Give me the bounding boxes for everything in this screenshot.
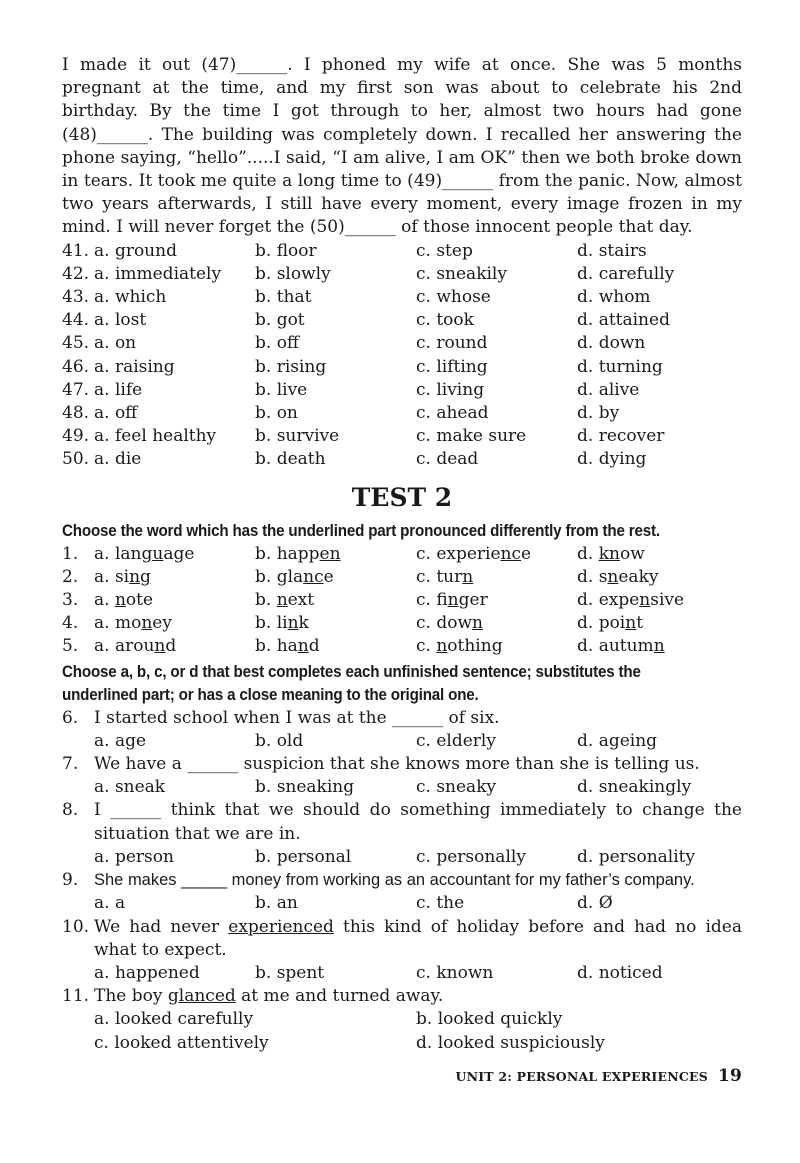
answer-option: a. looked carefully xyxy=(94,1009,254,1030)
answer-option xyxy=(94,635,255,658)
answer-option xyxy=(94,612,255,635)
option-text: d xyxy=(165,636,177,657)
answer-option: b. old xyxy=(255,730,304,751)
option-text: d xyxy=(308,636,320,657)
question-list-1-5 xyxy=(62,543,742,659)
answer-option: c. whose xyxy=(416,287,491,308)
answer-option xyxy=(577,635,665,658)
option-text: c. fi xyxy=(416,590,448,611)
option-text: ger xyxy=(458,590,488,611)
question-text: I ______ think that we should do something immediately to change the situation that we are in. xyxy=(94,800,742,844)
answer-option: d. sneakingly xyxy=(577,777,692,798)
answer-row xyxy=(62,1032,742,1055)
answer-option: b. an xyxy=(255,893,298,914)
underlined-part: ng xyxy=(129,566,151,587)
answer-option xyxy=(94,543,255,566)
answer-option xyxy=(416,612,577,635)
question-row xyxy=(62,379,742,402)
underlined-part: n xyxy=(436,636,448,657)
question-text: We have a ______ suspicion that she knows more than she is telling us. xyxy=(94,754,700,775)
answer-option xyxy=(577,612,643,635)
underlined-part: gu xyxy=(141,543,164,564)
option-text: othing xyxy=(447,636,503,657)
question-number: 44. xyxy=(62,310,90,331)
underlined-part: nc xyxy=(500,543,522,564)
answer-row xyxy=(62,776,742,799)
option-text: ow xyxy=(619,543,645,564)
option-text: d. xyxy=(577,543,599,564)
answer-option: d. by xyxy=(577,403,620,424)
question-q7 xyxy=(62,753,742,776)
question-q6 xyxy=(62,707,742,730)
answer-option xyxy=(416,566,577,589)
option-text: c. xyxy=(416,636,437,657)
answer-option: b. looked quickly xyxy=(416,1009,563,1030)
page-content xyxy=(62,54,742,1055)
option-text: c. experie xyxy=(416,543,501,564)
answer-option: c. looked attentively xyxy=(94,1032,269,1053)
underlined-part: en xyxy=(319,543,341,564)
underlined-word: experienced xyxy=(228,916,334,937)
option-text: a. arou xyxy=(94,636,155,657)
question-number: 1. xyxy=(62,543,79,564)
answer-option: d. recover xyxy=(577,426,665,447)
question-row xyxy=(62,566,742,589)
option-text: eaky xyxy=(618,566,659,587)
underlined-part: n xyxy=(625,613,637,634)
question-list-6-11 xyxy=(62,707,742,1055)
question-text xyxy=(94,916,742,962)
answer-option: d. turning xyxy=(577,356,663,377)
option-text: ey xyxy=(152,613,172,634)
answer-row xyxy=(62,846,742,869)
answer-option: a. sneak xyxy=(94,777,166,798)
option-text: b. gla xyxy=(255,566,304,587)
answer-option xyxy=(416,543,577,566)
question-q8 xyxy=(62,799,742,845)
answer-option: a. a xyxy=(94,893,126,914)
question-number: 2. xyxy=(62,566,79,587)
question-number: 6. xyxy=(62,707,79,728)
answer-option: b. that xyxy=(255,287,312,308)
question-list-41-50 xyxy=(62,240,742,472)
answer-option: a. age xyxy=(94,730,147,751)
question-text-part: The boy xyxy=(94,986,168,1007)
question-row xyxy=(62,635,742,658)
underlined-part: n xyxy=(653,636,665,657)
answer-option: a. raising xyxy=(94,356,175,377)
instruction-pronunciation: Choose the word which has the underlined part pronounced differently from the rest. xyxy=(62,521,660,540)
question-q9 xyxy=(62,869,742,892)
reading-passage: I made it out (47)______. I phoned my wife at once. She was 5 months pregnant at the time, and my first son was about to celebrate his 2nd birthday. By the time I got through to her, almost two hours had gone (48)______. The building was completely down. I recalled her answering the phone saying, “hello”.....I said, “I am alive, I am OK” then we both broke down in tears. It took me quite a long time to (49)______ from the panic. Now, almost two years afterwards, I still have every moment, every image frozen in my mind. I will never forget the (50)______ of those innocent people that day. xyxy=(62,55,742,238)
answer-option xyxy=(255,612,416,635)
question-row xyxy=(62,448,742,471)
underlined-part: n xyxy=(287,613,299,634)
question-row xyxy=(62,589,742,612)
underlined-part: n xyxy=(114,590,126,611)
question-number: 11. xyxy=(62,986,90,1007)
question-number: 42. xyxy=(62,263,90,284)
answer-option xyxy=(416,635,577,658)
question-text-part: this kind of holiday before and had no idea what to expect. xyxy=(94,916,742,960)
question-text-part: We had never xyxy=(94,916,229,937)
answer-option: d. Ø xyxy=(577,893,613,914)
option-text: sive xyxy=(650,590,685,611)
option-text: c. tur xyxy=(416,566,463,587)
answer-option: b. sneaking xyxy=(255,777,355,798)
answer-row xyxy=(62,892,742,915)
underlined-part: n xyxy=(447,590,459,611)
question-q11 xyxy=(62,985,742,1008)
question-number: 48. xyxy=(62,403,90,424)
option-text: age xyxy=(163,543,195,564)
answer-option: d. attained xyxy=(577,310,670,331)
instruction-completion-line2: underlined part; or has a close meaning to the original one. xyxy=(62,685,479,704)
underlined-part: n xyxy=(276,590,288,611)
answer-option: c. living xyxy=(416,379,485,400)
option-text: b. ha xyxy=(255,636,298,657)
underlined-word: glanced xyxy=(167,986,236,1007)
answer-option xyxy=(577,589,684,612)
option-text: t xyxy=(636,613,644,634)
answer-option: a. immediately xyxy=(94,263,222,284)
underlined-part: n xyxy=(462,566,474,587)
option-text: a. si xyxy=(94,566,130,587)
answer-option: a. feel healthy xyxy=(94,426,217,447)
question-row xyxy=(62,332,742,355)
answer-option: b. personal xyxy=(255,846,352,867)
question-text xyxy=(94,985,742,1008)
answer-option: d. carefully xyxy=(577,263,675,284)
test-title: TEST 2 xyxy=(351,482,453,512)
question-row xyxy=(62,543,742,566)
answer-option: b. slowly xyxy=(255,263,331,284)
option-text: a. mo xyxy=(94,613,142,634)
answer-option: b. spent xyxy=(255,962,325,983)
answer-option: d. noticed xyxy=(577,962,663,983)
question-text: She makes _____ money from working as an accountant for my father’s company. xyxy=(94,871,695,890)
answer-option xyxy=(577,543,645,566)
answer-option: b. death xyxy=(255,449,326,470)
page-footer xyxy=(456,1066,743,1086)
answer-option: c. sneakily xyxy=(416,263,507,284)
answer-option: b. survive xyxy=(255,426,340,447)
answer-option: a. off xyxy=(94,403,138,424)
answer-option: c. sneaky xyxy=(416,777,497,798)
answer-option xyxy=(94,566,255,589)
answer-option: c. dead xyxy=(416,449,479,470)
underlined-part: n xyxy=(297,636,309,657)
underlined-part: n xyxy=(639,590,651,611)
option-text: e xyxy=(521,543,532,564)
option-text: c. dow xyxy=(416,613,472,634)
question-row xyxy=(62,240,742,263)
answer-option: b. off xyxy=(255,333,300,354)
answer-option xyxy=(255,566,416,589)
answer-option: a. happened xyxy=(94,962,200,983)
answer-row xyxy=(62,1008,742,1031)
answer-option xyxy=(255,635,416,658)
option-text: a. xyxy=(94,590,115,611)
underlined-part: nc xyxy=(303,566,324,587)
question-row xyxy=(62,402,742,425)
answer-option: d. alive xyxy=(577,379,640,400)
answer-option xyxy=(577,566,658,589)
answer-option: c. personally xyxy=(416,846,526,867)
answer-row xyxy=(62,962,742,985)
underlined-part: n xyxy=(141,613,153,634)
answer-option: a. life xyxy=(94,379,143,400)
underlined-part: n xyxy=(154,636,166,657)
answer-option: c. took xyxy=(416,310,474,331)
answer-option xyxy=(416,589,577,612)
question-number: 43. xyxy=(62,287,90,308)
option-text: e xyxy=(323,566,334,587)
answer-option: c. elderly xyxy=(416,730,496,751)
question-number: 45. xyxy=(62,333,90,354)
question-text: I started school when I was at the ______ of six. xyxy=(94,707,500,728)
option-text: b. li xyxy=(255,613,288,634)
answer-option: d. looked suspiciously xyxy=(416,1032,605,1053)
answer-option: c. make sure xyxy=(416,426,527,447)
question-row xyxy=(62,263,742,286)
page-number: 19 xyxy=(717,1066,742,1086)
question-number: 7. xyxy=(62,754,79,775)
question-number: 9. xyxy=(62,870,79,891)
question-number: 49. xyxy=(62,426,90,447)
option-text: d. autum xyxy=(577,636,654,657)
instruction-completion-line1: Choose a, b, c, or d that best completes each unfinished sentence; substitutes the xyxy=(62,662,641,681)
answer-option: d. dying xyxy=(577,449,647,470)
option-text: k xyxy=(298,613,309,634)
question-number: 46. xyxy=(62,356,90,377)
question-number: 4. xyxy=(62,613,79,634)
answer-option xyxy=(94,589,255,612)
question-number: 50. xyxy=(62,449,90,470)
answer-option: b. floor xyxy=(255,240,317,261)
question-row xyxy=(62,356,742,379)
question-number: 41. xyxy=(62,240,90,261)
question-q10 xyxy=(62,916,742,962)
answer-option: d. ageing xyxy=(577,730,658,751)
question-row xyxy=(62,612,742,635)
question-row xyxy=(62,309,742,332)
answer-option: d. whom xyxy=(577,287,651,308)
question-number: 10. xyxy=(62,916,90,937)
answer-option: a. on xyxy=(94,333,137,354)
question-number: 3. xyxy=(62,590,79,611)
answer-option: c. round xyxy=(416,333,488,354)
answer-option: c. ahead xyxy=(416,403,489,424)
option-text: d. expe xyxy=(577,590,640,611)
option-text: b. happ xyxy=(255,543,320,564)
option-text: d. poi xyxy=(577,613,626,634)
question-number: 47. xyxy=(62,379,90,400)
underlined-part: n xyxy=(472,613,483,634)
answer-option: a. which xyxy=(94,287,167,308)
option-text: ote xyxy=(125,590,154,611)
answer-row xyxy=(62,730,742,753)
option-text: d. s xyxy=(577,566,608,587)
option-text: b. xyxy=(255,590,277,611)
question-number: 8. xyxy=(62,800,79,821)
answer-option: a. die xyxy=(94,449,142,470)
unit-label: UNIT 2: PERSONAL EXPERIENCES xyxy=(455,1069,708,1084)
answer-option: c. step xyxy=(416,240,473,261)
question-number: 5. xyxy=(62,636,79,657)
answer-option xyxy=(255,543,416,566)
answer-option xyxy=(255,589,416,612)
answer-option: c. the xyxy=(416,893,465,914)
answer-option: b. got xyxy=(255,310,305,331)
answer-option: a. lost xyxy=(94,310,147,331)
answer-option: a. ground xyxy=(94,240,177,261)
answer-option: c. known xyxy=(416,962,494,983)
answer-option: d. down xyxy=(577,333,646,354)
answer-option: d. personality xyxy=(577,846,696,867)
question-row xyxy=(62,425,742,448)
answer-option: b. rising xyxy=(255,356,327,377)
underlined-part: kn xyxy=(598,543,620,564)
answer-option: b. on xyxy=(255,403,298,424)
answer-option: b. live xyxy=(255,379,308,400)
answer-option: c. lifting xyxy=(416,356,488,377)
question-text-part: at me and turned away. xyxy=(235,986,444,1007)
option-text: ext xyxy=(287,590,315,611)
underlined-part: n xyxy=(607,566,619,587)
answer-option: a. person xyxy=(94,846,174,867)
question-row xyxy=(62,286,742,309)
option-text: a. lan xyxy=(94,543,142,564)
answer-option: d. stairs xyxy=(577,240,647,261)
